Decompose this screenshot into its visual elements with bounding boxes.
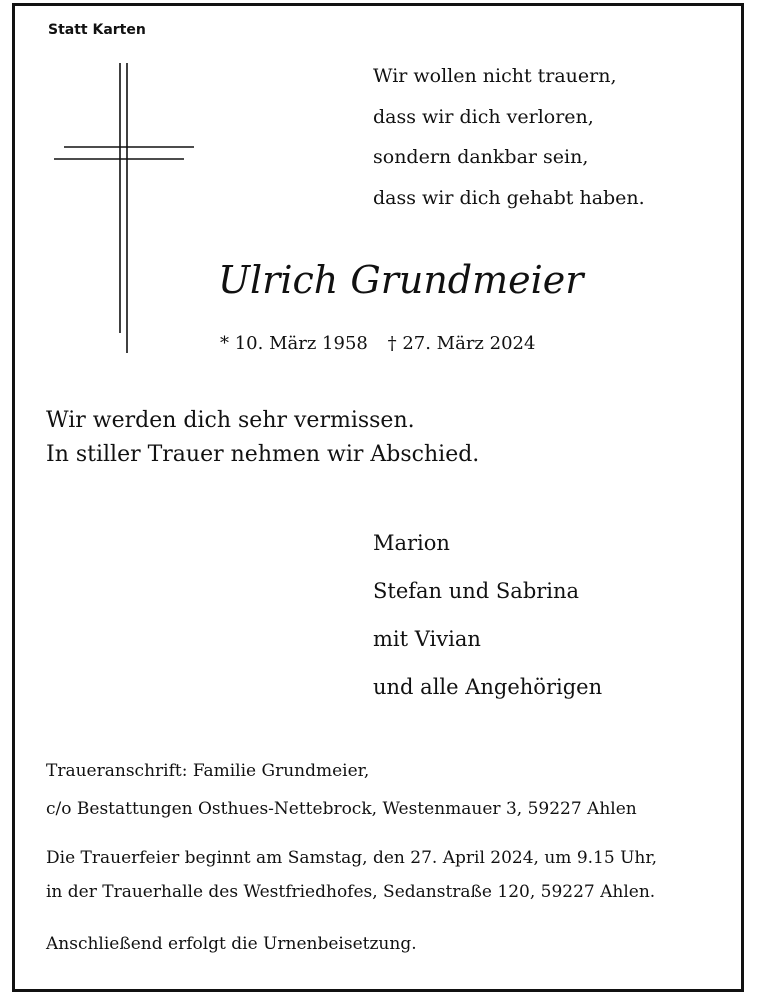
cross-icon xyxy=(54,63,194,353)
life-dates xyxy=(220,333,535,354)
urn-burial-note: Anschließend erfolgt die Urnenbeisetzung. xyxy=(46,934,417,954)
death-date: † 27. März 2024 xyxy=(387,333,536,354)
family-member: und alle Angehörigen xyxy=(373,675,603,699)
farewell-message xyxy=(46,404,479,472)
poem xyxy=(373,56,645,218)
funeral-info-line: in der Trauerhalle des Westfriedhofes, Sedanstraße 120, 59227 Ahlen. xyxy=(46,882,656,902)
family-member: mit Vivian xyxy=(373,627,481,651)
family-list xyxy=(373,519,602,711)
statt-karten-label: Statt Karten xyxy=(48,22,146,38)
poem-line: sondern dankbar sein, xyxy=(373,146,589,168)
message-line: In stiller Trauer nehmen wir Abschied. xyxy=(46,442,480,467)
family-member: Marion xyxy=(373,531,450,555)
mourning-address-line: Traueranschrift: Familie Grundmeier, xyxy=(46,761,370,781)
family-member: Stefan und Sabrina xyxy=(373,579,580,603)
poem-line: dass wir dich gehabt haben. xyxy=(373,186,645,209)
funeral-info-line: Die Trauerfeier beginnt am Samstag, den 27. April 2024, um 9.15 Uhr, xyxy=(46,848,658,868)
poem-line: dass wir dich verloren, xyxy=(373,105,594,128)
mourning-address-line: c/o Bestattungen Osthues-Nettebrock, Westenmauer 3, 59227 Ahlen xyxy=(46,799,637,819)
deceased-name: Ulrich Grundmeier xyxy=(218,258,584,302)
birth-date: * 10. März 1958 xyxy=(220,333,368,354)
poem-line: Wir wollen nicht trauern, xyxy=(373,65,617,87)
message-line: Wir werden dich sehr vermissen. xyxy=(46,408,415,433)
